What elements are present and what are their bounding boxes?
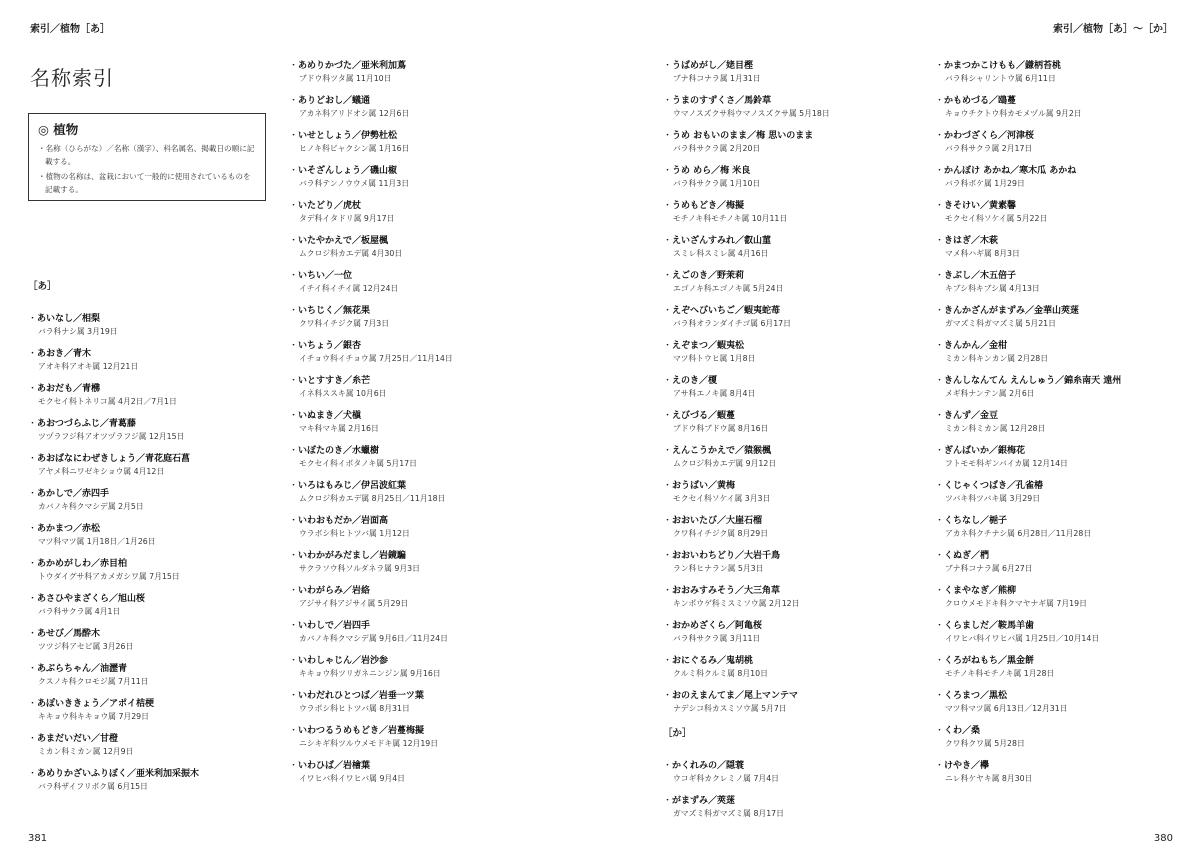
index-entry (289, 59, 539, 94)
plant-name: ・ いせとしょう／伊勢杜松 (289, 129, 539, 143)
family-and-date: イワヒバ科イワヒバ属 9月4日 (299, 774, 405, 783)
index-entry (935, 409, 1185, 444)
family-and-date: ツツジ科アセビ属 3月26日 (38, 642, 134, 651)
plant-name: ・ かわづざくら／河津桜 (935, 129, 1185, 143)
page-number-right: 380 (1153, 833, 1173, 844)
plant-name: ・ あおつづらふじ／青葛藤 (28, 417, 268, 431)
plant-name: ・ いたやかえで／板屋楓 (289, 234, 539, 248)
index-entry (663, 59, 913, 94)
plant-name: ・ きはぎ／木萩 (935, 234, 1185, 248)
family-and-date: カバノキ科クマシデ属 2月5日 (38, 502, 144, 511)
family-and-date: バラ科テンノウウメ属 11月3日 (299, 179, 409, 188)
index-entry (663, 619, 913, 654)
plant-name: ・ あめりかづた／亜米利加蔦 (289, 59, 539, 73)
family-and-date: カバノキ科クマシデ属 9月6日／11月24日 (299, 634, 448, 643)
header-left: 索引／植物［あ］ (30, 24, 110, 35)
family-and-date: バラ科オランダイチゴ属 6月17日 (673, 319, 791, 328)
plant-name: ・ あめりかざいふりぼく／亜米利加采振木 (28, 767, 268, 781)
index-entry (935, 444, 1185, 479)
plant-name: ・ きそけい／黄素馨 (935, 199, 1185, 213)
plant-name: ・ いわしで／岩四手 (289, 619, 539, 633)
plant-name: ・ かくれみの／隠蓑 (663, 759, 913, 773)
plant-name: ・ いわおもだか／岩面高 (289, 514, 539, 528)
index-entry (935, 654, 1185, 689)
index-entry (935, 689, 1185, 724)
plant-name: ・ いとすすき／糸芒 (289, 374, 539, 388)
family-and-date: バラ科サクラ属 2月20日 (673, 144, 761, 153)
plant-name: ・ きんかざんがまずみ／金華山莢蒾 (935, 304, 1185, 318)
family-and-date: トウダイグサ科アカメガシワ属 7月15日 (38, 572, 180, 581)
family-and-date: クルミ科クルミ属 8月10日 (673, 669, 768, 678)
index-entry (289, 234, 539, 269)
plant-name: ・ おおみすみそう／大三角草 (663, 584, 913, 598)
index-entry (28, 452, 268, 487)
index-entry (935, 59, 1185, 94)
plant-name: ・ うめ めら／梅 米良 (663, 164, 913, 178)
index-entry (663, 794, 913, 829)
index-entry (663, 514, 913, 549)
index-entry (663, 339, 913, 374)
index-entry (663, 409, 913, 444)
index-entry (663, 689, 913, 724)
plant-name: ・ きぶし／木五倍子 (935, 269, 1185, 283)
index-entry (28, 487, 268, 522)
family-and-date: クスノキ科クロモジ属 7月11日 (38, 677, 149, 686)
family-and-date: ムクロジ科カエデ属 9月12日 (673, 459, 777, 468)
index-entry (663, 759, 913, 794)
index-entry (935, 269, 1185, 304)
family-and-date: バラ科サクラ属 4月1日 (38, 607, 121, 616)
family-and-date: ウマノスズクサ科ウマノスズクサ属 5月18日 (673, 109, 830, 118)
family-and-date: アジサイ科アジサイ属 5月29日 (299, 599, 409, 608)
family-and-date: フトモモ科ギンバイカ属 12月14日 (945, 459, 1068, 468)
plant-name: ・ おうばい／黄梅 (663, 479, 913, 493)
family-and-date: ウコギ科カクレミノ属 7月4日 (673, 774, 779, 783)
family-and-date: ニレ科ケヤキ属 8月30日 (945, 774, 1033, 783)
family-and-date: キキョウ科キキョウ属 7月29日 (38, 712, 149, 721)
index-entry (289, 94, 539, 129)
family-and-date: キブシ科キブシ属 4月13日 (945, 284, 1040, 293)
plant-name: ・ いわかがみだまし／岩鏡騙 (289, 549, 539, 563)
plant-name: ・ あせび／馬酔木 (28, 627, 268, 641)
index-entry (28, 627, 268, 662)
family-and-date: タデ科イタドリ属 9月17日 (299, 214, 395, 223)
index-entry (289, 444, 539, 479)
plant-name: ・ おおいたび／大崖石榴 (663, 514, 913, 528)
family-and-date: モクセイ科ソケイ属 3月3日 (673, 494, 771, 503)
family-and-date: クワ科クワ属 5月28日 (945, 739, 1025, 748)
index-entry (289, 129, 539, 164)
family-and-date: マツ科マツ属 6月13日／12月31日 (945, 704, 1068, 713)
index-entry (289, 724, 539, 759)
family-and-date: マツ科トウヒ属 1月8日 (673, 354, 756, 363)
plant-name: ・ えのき／榎 (663, 374, 913, 388)
index-entry (289, 304, 539, 339)
page-title: 名称索引 (30, 66, 114, 90)
plant-name: ・ あぽいききょう／アポイ桔梗 (28, 697, 268, 711)
index-column-2 (289, 59, 539, 794)
index-column-4 (935, 59, 1185, 794)
family-and-date: メギ科ナンテン属 2月6日 (945, 389, 1035, 398)
plant-name: ・ ぎんばいか／銀梅花 (935, 444, 1185, 458)
plant-name: ・ いわだれひとつば／岩垂一ツ葉 (289, 689, 539, 703)
index-entry (28, 417, 268, 452)
index-entry (289, 514, 539, 549)
plant-name: ・ あさひやまざくら／旭山桜 (28, 592, 268, 606)
index-entry (935, 374, 1185, 409)
index-entry (28, 347, 268, 382)
family-and-date: ブナ科コナラ属 1月31日 (673, 74, 761, 83)
plant-name: ・ えんこうかえで／猿猴楓 (663, 444, 913, 458)
index-entry (935, 164, 1185, 199)
index-entry (28, 732, 268, 767)
plant-name: ・ がまずみ／莢蒾 (663, 794, 913, 808)
family-and-date: クロウメモドキ科クマヤナギ属 7月19日 (945, 599, 1087, 608)
plant-name: ・ いわがらみ／岩絡 (289, 584, 539, 598)
plant-name: ・ くちなし／梔子 (935, 514, 1185, 528)
plant-name: ・ あおばなにわぜきしょう／青花庭石菖 (28, 452, 268, 466)
family-and-date: ブナ科コナラ属 6月27日 (945, 564, 1033, 573)
family-and-date: ブドウ科ツタ属 11月10日 (299, 74, 392, 83)
index-entry (663, 444, 913, 479)
index-entry (289, 339, 539, 374)
family-and-date: モクセイ科トネリコ属 4月2日／7月1日 (38, 397, 177, 406)
plant-name: ・ おかめざくら／阿亀桜 (663, 619, 913, 633)
section-heading: ［あ］ (28, 281, 57, 292)
plant-name: ・ かんぼけ あかね／寒木瓜 あかね (935, 164, 1185, 178)
plant-name: ・ いちょう／銀杏 (289, 339, 539, 353)
family-and-date: バラ科シャリントウ属 6月11日 (945, 74, 1056, 83)
index-entry (663, 584, 913, 619)
plant-name: ・ けやき／欅 (935, 759, 1185, 773)
family-and-date: イチョウ科イチョウ属 7月25日／11月14日 (299, 354, 453, 363)
family-and-date: バラ科ボケ属 1月29日 (945, 179, 1025, 188)
plant-name: ・ えいざんすみれ／叡山菫 (663, 234, 913, 248)
plant-name: ・ えごのき／野茉莉 (663, 269, 913, 283)
plant-name: ・ きんかん／金柑 (935, 339, 1185, 353)
family-and-date: ニシキギ科ツルウメモドキ属 12月19日 (299, 739, 439, 748)
family-and-date: マキ科マキ属 2月16日 (299, 424, 379, 433)
family-and-date: アカネ科クチナシ属 6月28日／11月28日 (945, 529, 1092, 538)
plant-name: ・ うめ おもいのまま／梅 思いのまま (663, 129, 913, 143)
plant-name: ・ いちじく／無花果 (289, 304, 539, 318)
family-and-date: バラ科ザイフリボク属 6月15日 (38, 782, 148, 791)
plant-name: ・ いぼたのき／水蠟樹 (289, 444, 539, 458)
index-entry (28, 382, 268, 417)
index-entry (663, 94, 913, 129)
plant-name: ・ うばめがし／姥目樫 (663, 59, 913, 73)
family-and-date: サクラソウ科ソルダネラ属 9月3日 (299, 564, 420, 573)
plant-name: ・ えぞまつ／蝦夷松 (663, 339, 913, 353)
index-entry (28, 767, 268, 802)
plant-name: ・ あかめがしわ／赤目柏 (28, 557, 268, 571)
plant-name: ・ いろはもみじ／伊呂波紅葉 (289, 479, 539, 493)
family-and-date: ナデシコ科カスミソウ属 5月7日 (673, 704, 787, 713)
family-and-date: クワ科イチジク属 8月29日 (673, 529, 769, 538)
section-heading: ［か］ (663, 728, 692, 739)
plant-name: ・ いたどり／虎杖 (289, 199, 539, 213)
family-and-date: モチノキ科モチノキ属 1月28日 (945, 669, 1055, 678)
plant-name: ・ くろがねもち／黒金餅 (935, 654, 1185, 668)
legend-note: ・植物の名称は、盆栽において一般的に使用されているものを記載する。 (38, 172, 251, 194)
legend-note: ・名称（ひらがな）／名称（漢字）、科名属名、掲載日の順に記載する。 (38, 144, 255, 166)
index-column-3 (663, 59, 913, 829)
index-entry (28, 312, 268, 347)
plant-name: ・ くわ／桑 (935, 724, 1185, 738)
index-entry (935, 199, 1185, 234)
plant-name: ・ あおき／青木 (28, 347, 268, 361)
index-entry (935, 304, 1185, 339)
index-entry (935, 514, 1185, 549)
plant-name: ・ えびづる／蝦蔓 (663, 409, 913, 423)
family-and-date: ウラボシ科ヒトツバ属 1月12日 (299, 529, 410, 538)
family-and-date: ツバキ科ツバキ属 3月29日 (945, 494, 1041, 503)
plant-name: ・ おおいわちどり／大岩千鳥 (663, 549, 913, 563)
family-and-date: ウラボシ科ヒトツバ属 8月31日 (299, 704, 410, 713)
plant-name: ・ あまだいだい／甘橙 (28, 732, 268, 746)
index-entry (289, 164, 539, 199)
plant-name: ・ あかまつ／赤松 (28, 522, 268, 536)
family-and-date: モクセイ科ソケイ属 5月22日 (945, 214, 1048, 223)
family-and-date: アヤメ科ニワゼキショウ属 4月12日 (38, 467, 165, 476)
index-entry (663, 164, 913, 199)
index-entry (935, 479, 1185, 514)
plant-name: ・ きんず／金豆 (935, 409, 1185, 423)
plant-name: ・ えぞへびいちご／蝦夷蛇苺 (663, 304, 913, 318)
plant-name: ・ うめもどき／梅擬 (663, 199, 913, 213)
index-entry (935, 339, 1185, 374)
plant-name: ・ おにぐるみ／鬼胡桃 (663, 654, 913, 668)
family-and-date: キンポウゲ科ミスミソウ属 2月12日 (673, 599, 800, 608)
index-entry (663, 479, 913, 514)
plant-name: ・ うまのすずくさ／馬鈴草 (663, 94, 913, 108)
family-and-date: ガマズミ科ガマズミ属 8月17日 (673, 809, 784, 818)
index-entry (289, 269, 539, 304)
index-entry (28, 522, 268, 557)
index-entry (28, 662, 268, 697)
family-and-date: ラン科ヒナラン属 5月3日 (673, 564, 764, 573)
index-entry (28, 697, 268, 732)
index-entry (289, 584, 539, 619)
plant-name: ・ かまつかこけもも／鎌柄苔桃 (935, 59, 1185, 73)
index-entry (28, 557, 268, 592)
index-entry (289, 549, 539, 584)
plant-name: ・ あかしで／赤四手 (28, 487, 268, 501)
plant-name: ・ いちい／一位 (289, 269, 539, 283)
index-column-1 (28, 277, 268, 802)
family-and-date: バラ科ナシ属 3月19日 (38, 327, 118, 336)
family-and-date: キキョウ科ツリガネニンジン属 9月16日 (299, 669, 441, 678)
index-entry (935, 94, 1185, 129)
page-number-left: 381 (28, 833, 48, 844)
index-entry (935, 549, 1185, 584)
plant-name: ・ ありどおし／蟻通 (289, 94, 539, 108)
index-entry (935, 759, 1185, 794)
index-entry (663, 304, 913, 339)
header-right: 索引／植物［あ］～［か］ (1053, 24, 1173, 35)
family-and-date: バラ科サクラ属 2月17日 (945, 144, 1033, 153)
legend-title: ◎ 植物 (38, 122, 79, 137)
index-entry (663, 199, 913, 234)
legend-box (28, 113, 266, 201)
family-and-date: アサ科エノキ属 8月4日 (673, 389, 756, 398)
family-and-date: イネ科ススキ属 10月6日 (299, 389, 387, 398)
index-entry (289, 759, 539, 794)
plant-name: ・ いわしゃじん／岩沙参 (289, 654, 539, 668)
family-and-date: マツ科マツ属 1月18日／1月26日 (38, 537, 156, 546)
family-and-date: ムクロジ科カエデ属 8月25日／11月18日 (299, 494, 446, 503)
family-and-date: ミカン科キンカン属 2月28日 (945, 354, 1049, 363)
family-and-date: ガマズミ科ガマズミ属 5月21日 (945, 319, 1056, 328)
family-and-date: エゴノキ科エゴノキ属 5月24日 (673, 284, 784, 293)
index-entry (28, 592, 268, 627)
index-entry (289, 689, 539, 724)
plant-name: ・ くじゃくつばき／孔雀椿 (935, 479, 1185, 493)
family-and-date: ブドウ科ブドウ属 8月16日 (673, 424, 769, 433)
index-entry (289, 374, 539, 409)
plant-name: ・ あいなし／相梨 (28, 312, 268, 326)
index-entry (663, 269, 913, 304)
family-and-date: ヒノキ科ビャクシン属 1月16日 (299, 144, 410, 153)
family-and-date: マメ科ハギ属 8月3日 (945, 249, 1020, 258)
family-and-date: スミレ科スミレ属 4月16日 (673, 249, 769, 258)
family-and-date: アカネ科アリドオシ属 12月6日 (299, 109, 410, 118)
plant-name: ・ くぬぎ／椚 (935, 549, 1185, 563)
family-and-date: クワ科イチジク属 7月3日 (299, 319, 390, 328)
index-entry (935, 619, 1185, 654)
plant-name: ・ くらましだ／鞍馬羊歯 (935, 619, 1185, 633)
index-entry (935, 584, 1185, 619)
index-entry (289, 479, 539, 514)
plant-name: ・ あおだも／青梻 (28, 382, 268, 396)
family-and-date: イワヒバ科イワヒバ属 1月25日／10月14日 (945, 634, 1100, 643)
plant-name: ・ くまやなぎ／熊柳 (935, 584, 1185, 598)
plant-name: ・ かもめづる／鴎蔓 (935, 94, 1185, 108)
family-and-date: モクセイ科イボタノキ属 5月17日 (299, 459, 417, 468)
index-entry (289, 199, 539, 234)
family-and-date: バラ科サクラ属 3月11日 (673, 634, 761, 643)
plant-name: ・ いそざんしょう／磯山椒 (289, 164, 539, 178)
family-and-date: ツヅラフジ科アオツヅラフジ属 12月15日 (38, 432, 185, 441)
index-entry (663, 374, 913, 409)
family-and-date: アオキ科アオキ属 12月21日 (38, 362, 139, 371)
index-entry (663, 549, 913, 584)
family-and-date: キョウチクトウ科カモメヅル属 9月2日 (945, 109, 1082, 118)
index-entry (663, 129, 913, 164)
index-entry (935, 129, 1185, 164)
family-and-date: モチノキ科モチノキ属 10月11日 (673, 214, 788, 223)
family-and-date: ミカン科ミカン属 12月28日 (945, 424, 1046, 433)
family-and-date: ミカン科ミカン属 12月9日 (38, 747, 134, 756)
index-entry (935, 724, 1185, 759)
plant-name: ・ いわひば／岩檜葉 (289, 759, 539, 773)
plant-name: ・ いぬまき／犬槇 (289, 409, 539, 423)
index-entry (663, 654, 913, 689)
index-entry (289, 654, 539, 689)
plant-name: ・ くろまつ／黒松 (935, 689, 1185, 703)
plant-name: ・ あぶらちゃん／油瀝青 (28, 662, 268, 676)
index-entry (663, 234, 913, 269)
family-and-date: ムクロジ科カエデ属 4月30日 (299, 249, 403, 258)
index-entry (935, 234, 1185, 269)
plant-name: ・ おのえまんてま／尾上マンテマ (663, 689, 913, 703)
index-entry (289, 619, 539, 654)
family-and-date: バラ科サクラ属 1月10日 (673, 179, 761, 188)
plant-name: ・ いわつるうめもどき／岩蔓梅擬 (289, 724, 539, 738)
family-and-date: イチイ科イチイ属 12月24日 (299, 284, 399, 293)
index-entry (289, 409, 539, 444)
plant-name: ・ きんしなんてん えんしゅう／錦糸南天 遠州 (935, 374, 1185, 388)
